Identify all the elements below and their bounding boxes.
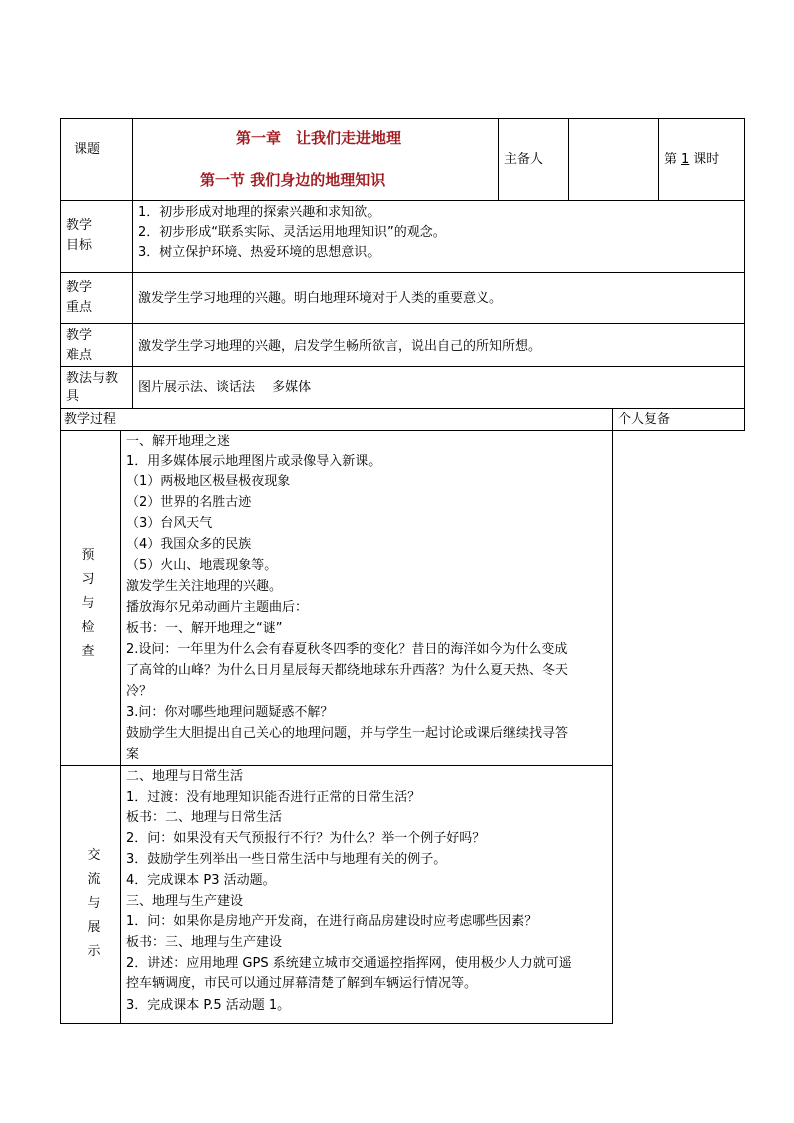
content-line: 激发学生关注地理的兴趣。	[126, 579, 283, 594]
lesson-count	[664, 150, 719, 170]
content-line: 播放海尔兄弟动画片主题曲后：	[126, 600, 309, 615]
content-line: 3．完成课本 P.5 活动题 1。	[126, 998, 291, 1013]
lesson-suffix: 课时	[693, 152, 720, 167]
content-line: 2．讲述：应用地理 GPS 系统建立城市交通遥控指挥网，使用极少人力就可遥	[126, 956, 572, 971]
content-line: 4．完成课本 P3 活动题。	[126, 873, 276, 888]
lesson-number: 1	[681, 152, 690, 167]
content-line: 控车辆调度，市民可以通过屏幕清楚了解到车辆运行情况等。	[126, 976, 478, 991]
side-char: 展	[87, 920, 101, 935]
key-points-label-1: 教学	[66, 280, 93, 295]
content-line: 三、地理与生产建设	[126, 894, 244, 909]
side-char: 检	[81, 620, 95, 635]
side-char: 交	[87, 848, 101, 863]
content-line: （1）两极地区极昼极夜现象	[126, 474, 291, 489]
content-line: 一、解开地理之迷	[126, 434, 231, 449]
side-char: 示	[87, 944, 101, 959]
topic-label: 课题	[74, 142, 101, 157]
content-line: （5）火山、地震现象等。	[126, 558, 278, 573]
methods-label-2: 具	[66, 389, 80, 404]
difficulties-text: 激发学生学习地理的兴趣，启发学生畅所欲言，说出自己的所知所想。	[138, 339, 542, 354]
objectives-label-2: 目标	[66, 238, 93, 253]
difficulties-label-1: 教学	[66, 328, 93, 343]
content-line: 2.设问：一年里为什么会有春夏秋冬四季的变化？昔日的海洋如今为什么变成	[126, 642, 568, 657]
methods-label-1: 教法与教	[66, 371, 119, 386]
key-points-label-2: 重点	[66, 300, 93, 315]
content-line: 了高耸的山峰？为什么日月星辰每天都绕地球东升西落？为什么夏天热、冬天	[126, 663, 569, 678]
personal-review-label: 个人复备	[618, 412, 671, 427]
content-line: 鼓励学生大胆提出自己关心的地理问题，并与学生一起讨论或课后继续找寻答	[126, 726, 569, 741]
difficulties-label-2: 难点	[66, 348, 93, 363]
content-line: 板书：一、解开地理之“谜”	[126, 621, 283, 636]
content-line: （2）世界的名胜古迹	[126, 495, 252, 510]
content-line: 板书：二、地理与日常生活	[126, 810, 283, 825]
key-points-text: 激发学生学习地理的兴趣。明白地理环境对于人类的重要意义。	[138, 291, 503, 306]
side-char: 查	[81, 644, 95, 659]
exchange-side-label	[84, 844, 104, 964]
side-char: 与	[87, 896, 101, 911]
content-line: 二、地理与日常生活	[126, 769, 244, 784]
objective-item: 3．树立保护环境、热爱环境的思想意识。	[138, 245, 381, 260]
content-line: 1．问：如果你是房地产开发商，在进行商品房建设时应考虑哪些因素？	[126, 914, 538, 929]
content-line: 3．鼓励学生列举出一些日常生活中与地理有关的例子。	[126, 852, 447, 867]
side-char: 预	[81, 548, 95, 563]
content-line: （3）台风天气	[126, 516, 213, 531]
content-line: （4）我国众多的民族	[126, 537, 252, 552]
objectives-label-1: 教学	[66, 218, 93, 233]
content-line: 板书：三、地理与生产建设	[126, 935, 283, 950]
section-title: 第一节 我们身边的地理知识	[200, 171, 386, 189]
side-char: 与	[81, 596, 95, 611]
preview-side-label	[78, 544, 98, 664]
content-line: 2．问：如果没有天气预报行不行？为什么？举一个例子好吗？	[126, 831, 486, 846]
objective-item: 2．初步形成“联系实际、灵活运用地理知识”的观念。	[138, 225, 446, 240]
content-line: 1．用多媒体展示地理图片或录像导入新课。	[126, 454, 382, 469]
content-line: 案	[126, 747, 140, 762]
lesson-prefix: 第	[664, 152, 678, 167]
content-line: 冷？	[126, 684, 153, 699]
objective-item: 1．初步形成对地理的探索兴趣和求知欲。	[138, 205, 381, 220]
methods-text: 图片展示法、谈话法 多媒体	[138, 380, 312, 395]
process-label: 教学过程	[64, 412, 117, 427]
side-char: 习	[81, 572, 95, 587]
content-line: 1．过渡：没有地理知识能否进行正常的日常生活？	[126, 790, 421, 805]
side-char: 流	[87, 872, 101, 887]
chapter-title: 第一章 让我们走进地理	[236, 129, 402, 147]
preparer-label: 主备人	[504, 152, 544, 167]
content-line: 3.问：你对哪些地理问题疑惑不解？	[126, 705, 334, 720]
